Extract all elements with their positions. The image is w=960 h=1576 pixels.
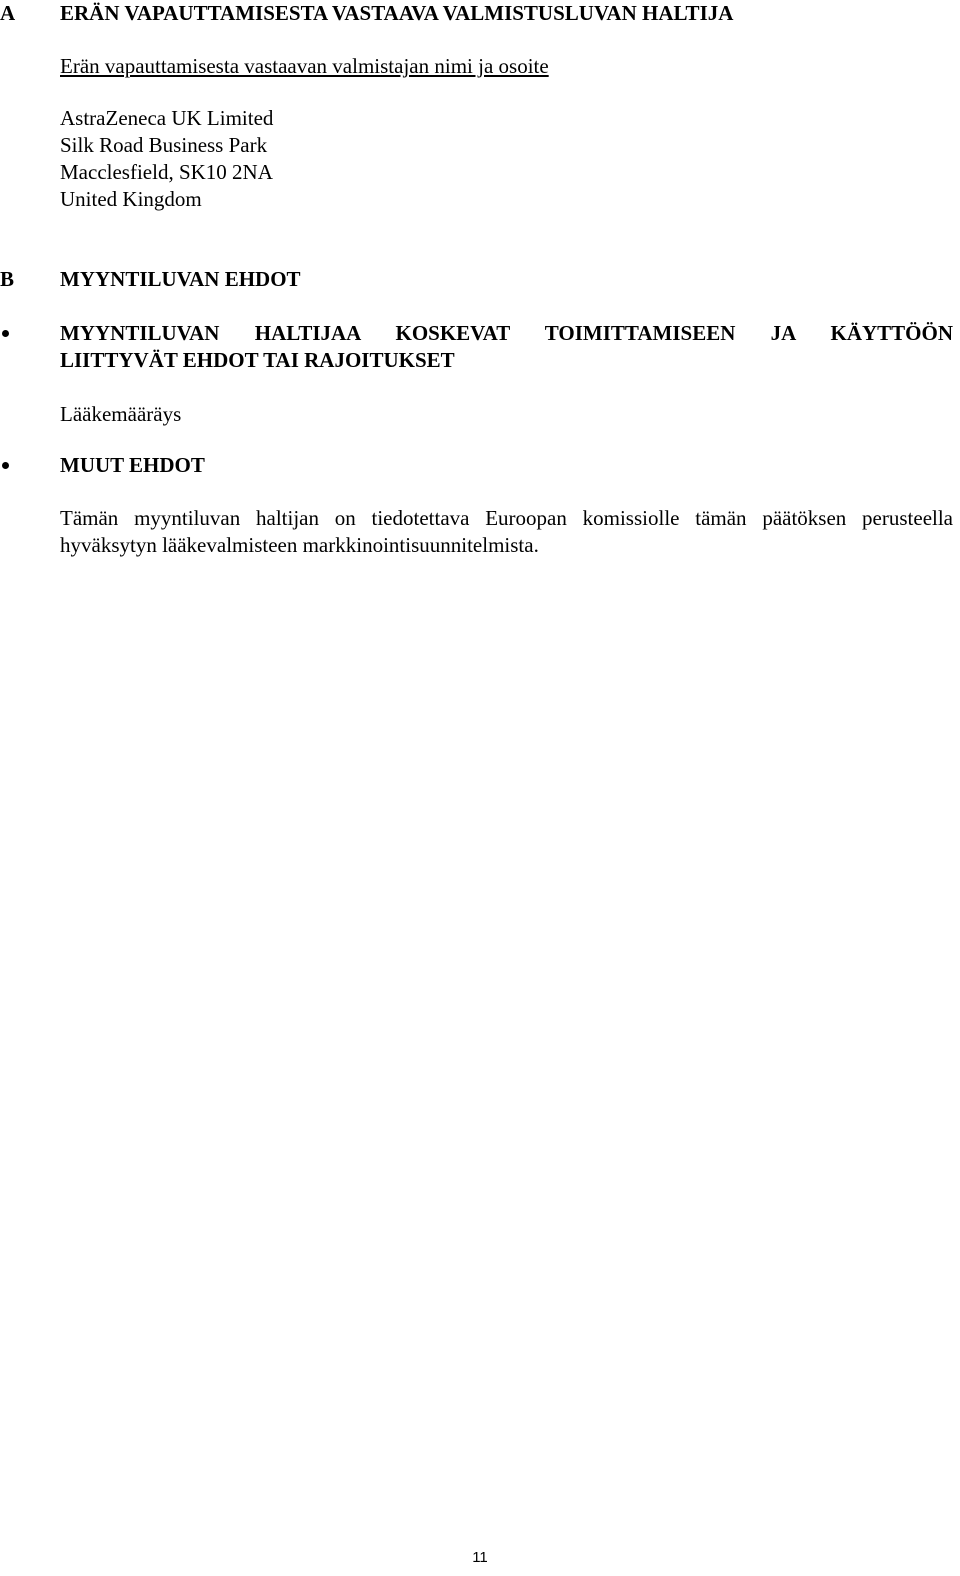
address-line-country: United Kingdom	[60, 187, 202, 211]
address-line-city: Macclesfield, SK10 2NA	[60, 160, 273, 184]
supply-conditions-heading-line2: LIITTYVÄT EHDOT TAI RAJOITUKSET	[60, 348, 455, 372]
address-line-company: AstraZeneca UK Limited	[60, 106, 274, 130]
other-conditions-heading: MUUT EHDOT	[60, 453, 205, 477]
section-a-letter: A	[0, 1, 16, 25]
bullet-icon	[2, 462, 9, 469]
bullet-icon	[2, 330, 9, 337]
section-b-heading: MYYNTILUVAN EHDOT	[60, 267, 301, 291]
prescription-text: Lääkemääräys	[60, 402, 182, 426]
address-line-street: Silk Road Business Park	[60, 133, 268, 157]
manufacturer-subheading: Erän vapauttamisesta vastaavan valmistajan nimi ja osoite	[60, 54, 549, 78]
supply-conditions-heading-line1: MYYNTILUVAN HALTIJAA KOSKEVAT TOIMITTAMISEEN JA KÄYTTÖÖN	[60, 321, 953, 345]
section-a-heading: ERÄN VAPAUTTAMISESTA VASTAAVA VALMISTUSLUVAN HALTIJA	[60, 1, 734, 25]
section-b-letter: B	[0, 267, 15, 291]
other-conditions-text-line2: hyväksytyn lääkevalmisteen markkinointisuunnitelmista.	[60, 533, 539, 557]
other-conditions-text-line1: Tämän myyntiluvan haltijan on tiedotettava Euroopan komissiolle tämän päätöksen perusteella	[60, 506, 953, 530]
page-number: 11	[472, 1549, 488, 1566]
